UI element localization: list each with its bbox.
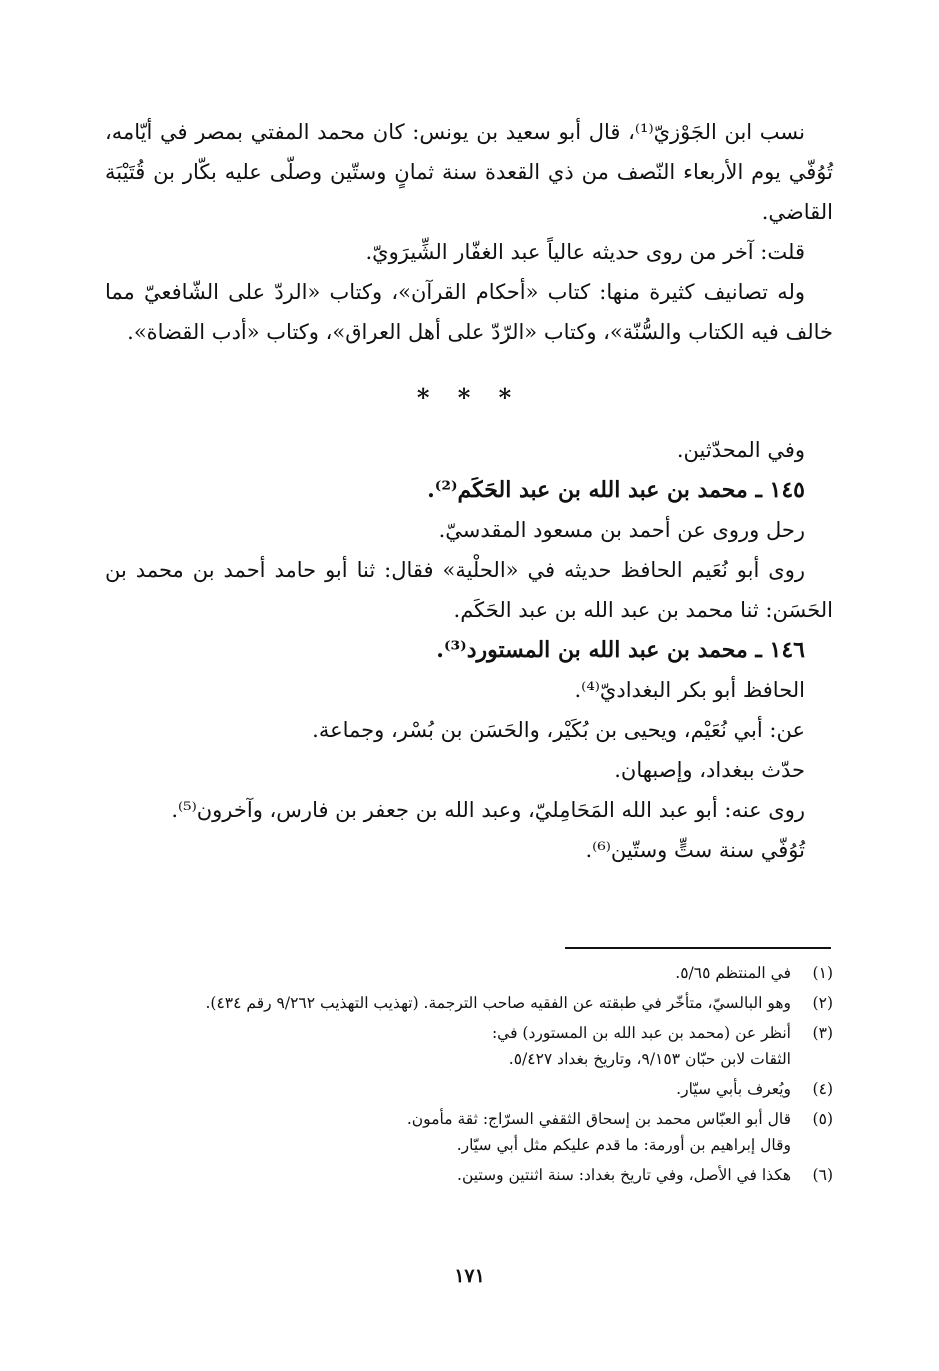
paragraph-ibn-jawzi-lineage: نسب ابن الجَوْزيّ⁽¹⁾، قال أبو سعيد بن يونس: كان محمد المفتي بمصر في أيّامه، تُوُفّي يوم الأربعاء النّصف من ذي القعدة سنة ثمانٍ وستّين وصلّى عليه بكّار بن قُتَيْبَة القاضي. (105, 120, 833, 224)
paragraph-travel: رحل وروى عن أحمد بن مسعود المقدسيّ. (438, 518, 805, 542)
entry-146-heading: ١٤٦ ـ محمد بن عبد الله بن المستورد⁽³⁾. (436, 637, 805, 663)
footnote-number: (١) (812, 964, 833, 982)
page-number: ١٧١ (454, 1265, 485, 1287)
footnote-divider (565, 947, 831, 949)
footnote-line: ويُعرف بأبي سيّار. (676, 1080, 791, 1098)
paragraph-hilya: روى أبو نُعَيم الحافظ حديثه في «الحلْية» فقال: ثنا أبو حامد أحمد بن محمد بن الحَسَن: ثنا محمد بن عبد الله بن عبد الحَكَم. (105, 558, 833, 622)
footnote-line: قال أبو العبّاس محمد بن إسحاق الثقفي السرّاج: ثقة مأمون. (406, 1110, 791, 1128)
footnote-text (105, 1106, 791, 1158)
entry-145-heading: ١٤٥ ـ محمد بن عبد الله بن عبد الحَكَم⁽²⁾. (427, 477, 805, 503)
section-separator: * * * (416, 383, 522, 412)
paragraph-narrated-cities: حدّث ببغداد، وإصبهان. (614, 758, 805, 782)
paragraph-works: وله تصانيف كثيرة منها: كتاب «أحكام القرآن»، وكتاب «الردّ على الشّافعيّ مما خالف فيه الكتاب والسُّنّة»، وكتاب «الرّدّ على أهل العراق»، وكتاب «أدب القضاة». (105, 280, 833, 344)
footnote-line: وهو البالسيّ، متأخّر في طبقته عن الفقيه صاحب الترجمة. (تهذيب التهذيب ٩/٢٦٢ رقم ٤٣٤). (205, 994, 791, 1012)
footnote-number: (٥) (812, 1110, 833, 1128)
footnote-text (105, 1020, 791, 1072)
footnote-line: الثقات لابن حبّان ٩/١٥٣، وتاريخ بغداد ٥/٤٢٧. (508, 1050, 791, 1068)
footnote-line: أنظر عن (محمد بن عبد الله بن المستورد) في: (491, 1024, 791, 1042)
footnote-3 (105, 1020, 833, 1072)
paragraph-last-narrator: قلت: آخر من روى حديثه عالياً عبد الغفّار الشِّيرَويّ. (365, 240, 805, 264)
paragraph-students: روى عنه: أبو عبد الله المَحَامِليّ، وعبد الله بن جعفر بن فارس، وآخرون⁽⁵⁾. (171, 798, 805, 822)
footnote-1 (105, 960, 833, 986)
paragraph-muhaddithin: وفي المحدّثين. (676, 438, 805, 462)
footnote-line: هكذا في الأصل، وفي تاريخ بغداد: سنة اثنتين وستين. (457, 1166, 791, 1184)
footnote-text (105, 1076, 791, 1102)
footnote-number: (٦) (812, 1166, 833, 1184)
footnote-text (105, 1162, 791, 1188)
footnote-text (105, 990, 791, 1016)
footnote-2 (105, 990, 833, 1016)
main-text (105, 112, 833, 870)
footnote-5 (105, 1106, 833, 1158)
footnote-6 (105, 1162, 833, 1188)
footnotes (105, 960, 833, 1192)
paragraph-teachers: عن: أبي نُعَيْم، ويحيى بن بُكَيْر، والحَسَن بن بُسْر، وجماعة. (312, 718, 805, 742)
paragraph-hafiz: الحافظ أبو بكر البغداديّ⁽⁴⁾. (574, 678, 805, 702)
footnote-number: (٤) (812, 1080, 833, 1098)
footnote-line: وقال إبراهيم بن أورمة: ما قدم عليكم مثل أبي سيّار. (456, 1136, 791, 1154)
footnote-text (105, 960, 791, 986)
footnote-number: (٢) (812, 994, 833, 1012)
footnote-line: في المنتظم ٥/٦٥. (675, 964, 791, 982)
footnote-4 (105, 1076, 833, 1102)
paragraph-death: تُوُفّي سنة ستٍّ وستّين⁽⁶⁾. (585, 838, 805, 862)
footnote-number: (٣) (812, 1024, 833, 1042)
